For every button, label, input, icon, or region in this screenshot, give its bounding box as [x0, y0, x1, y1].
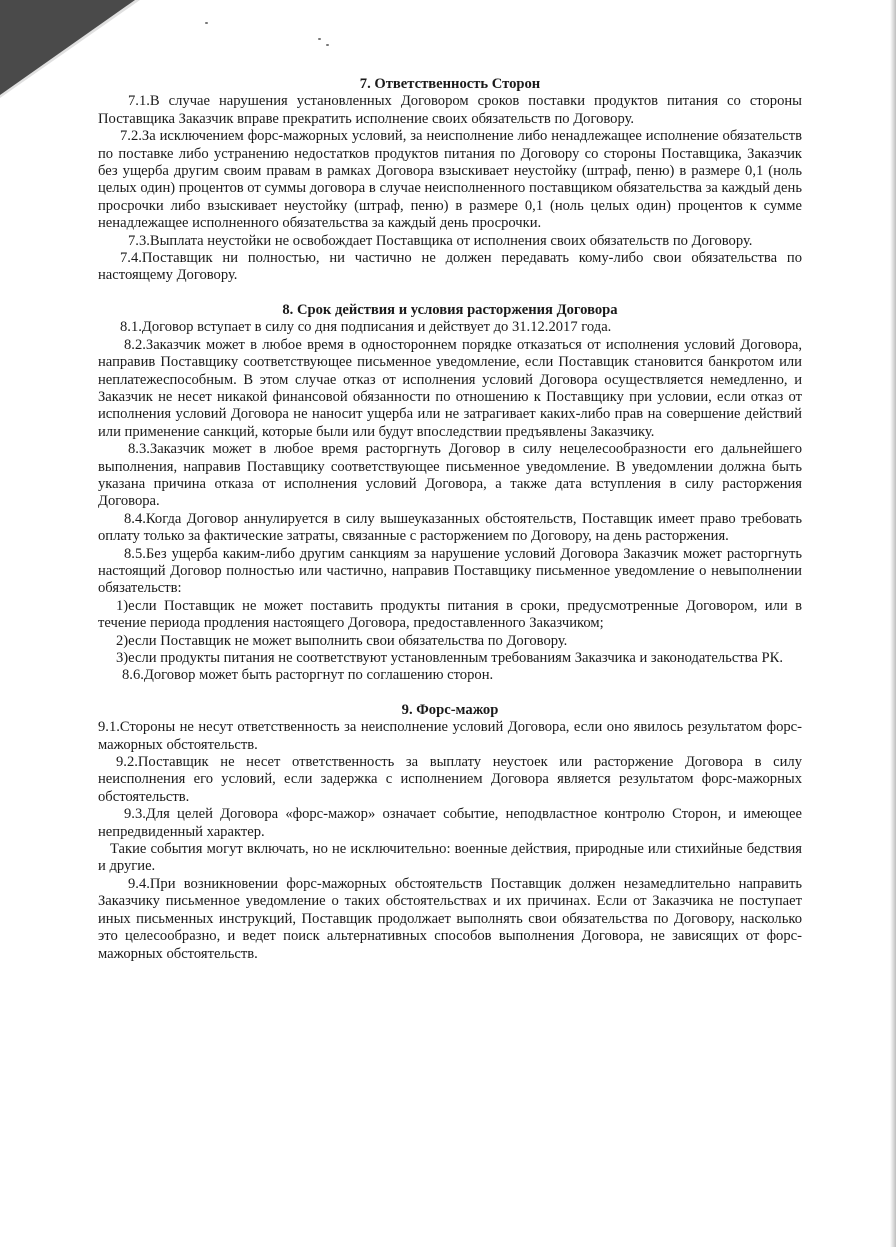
- section-title: 9. Форс-мажор: [401, 701, 499, 718]
- clause-8-4: 8.4.Когда Договор аннулируется в силу вышеуказанных обстоятельств, Поставщик имеет право требовать оплату только за фактические затраты, связанные с расторжением по Договору, на день расторжения.: [98, 510, 802, 545]
- clause-9-3: 9.3.Для целей Договора «форс-мажор» означает событие, неподвластное контролю Сторон, и имеющее непредвиденный характер.: [98, 806, 802, 840]
- clause-8-2: 8.2.Заказчик может в любое время в одностороннем порядке отказаться от исполнения условий Договора, направив Поставщику соответствующее письменное уведомление, если Поставщик становится банкротом или неплатежеспособным. В этом случае отказ от исполнения условий Договора осуществляется немедленно, и Заказчик не несет никакой финансовой обязанности по отношению к Поставщику при условии, если отказ от исполнения условий Договора не наносит ущерба или не затрагивает каких-либо прав на совершение действий или применение санкций, которые были или будут впоследствии предъявлены Заказчику.: [98, 336, 802, 440]
- clause-8-5-item-3: 3)если продукты питания не соответствуют установленным требованиям Заказчика и законодательства РК.: [116, 650, 783, 666]
- clause-8-5-item-2: 2)если Поставщик не может выполнить свои обязательства по Договору.: [116, 632, 568, 649]
- section-8: [98, 302, 802, 685]
- scan-speck: [205, 22, 208, 24]
- clause-8-6: 8.6.Договор может быть расторгнут по соглашению сторон.: [122, 667, 494, 684]
- section-9: [98, 702, 802, 963]
- clause-8-5: 8.5.Без ущерба каким-либо другим санкциям за нарушение условий Договора Заказчик может расторгнуть настоящий Договор полностью или частично, направив Поставщику письменное уведомление о невыполнении обязательств:: [98, 545, 802, 597]
- clause-8-3: 8.3.Заказчик может в любое время расторгнуть Договор в силу нецелесообразности его дальнейшего выполнения, направив Поставщику соответствующее письменное уведомление. В уведомлении должна быть указана причина отказа от исполнения условий Договора, а также дата вступления в силу расторжения Договора.: [98, 441, 802, 510]
- clause-9-2: 9.2.Поставщик не несет ответственность за выплату неустоек или расторжение Договора в силу неисполнения его условий, если задержка с исполнением Договора является результатом форс-мажорных обстоятельств.: [98, 754, 802, 805]
- clause-8-1: 8.1.Договор вступает в силу со дня подписания и действует до 31.12.2017 года.: [120, 319, 612, 336]
- section-title: 7. Ответственность Сторон: [359, 76, 541, 92]
- clause-9-3-note: Такие события могут включать, но не исключительно: военные действия, природные или стихийные бедствия и другие.: [98, 841, 802, 875]
- clause-8-5-item-1: 1)если Поставщик не может поставить продукты питания в сроки, предусмотренные Договором, или в течение периода продления настоящего Договора, предоставленного Заказчиком;: [98, 597, 802, 632]
- clause-7-2: 7.2.За исключением форс-мажорных условий, за неисполнение либо ненадлежащее исполнение обязательств по поставке либо устранению недостатков продуктов питания по Договору со стороны Поставщика, Заказчик без ущерба другим своим правам в рамках Договора взыскивает неустойку (штраф, пеню) в размере 0,1 (ноль целых один) процентов от суммы договора в случае неисполненного поставщиком обязательства за каждый день просрочки либо взыскивает неустойку (штраф, пеню) в размере 0,1 (ноль целых один) процентов к сумме ненадлежащее исполненного обязательства за каждый день просрочки.: [98, 128, 802, 232]
- clause-7-3: 7.3.Выплата неустойки не освобождает Поставщика от исполнения своих обязательств по Договору.: [128, 232, 753, 249]
- scan-speck: [326, 44, 329, 46]
- scan-speck: [318, 38, 321, 40]
- clause-7-4: 7.4.Поставщик ни полностью, ни частично не должен передавать кому-либо свои обязательства по настоящему Договору.: [98, 250, 802, 284]
- page-edge-shadow: [890, 0, 896, 1247]
- clause-9-4: 9.4.При возникновении форс-мажорных обстоятельств Поставщик должен незамедлительно направить Заказчику письменное уведомление о таких обстоятельствах и их причинах. Если от Заказчика не поступает иных письменных инструкций, Поставщик продолжает выполнять свои обязательства по Договору, насколько это целесообразно, и ведет поиск альтернативных способов выполнения Договора, не зависящих от форс-мажорных обстоятельств.: [98, 875, 802, 962]
- section-7: [98, 76, 802, 285]
- section-title: 8. Срок действия и условия расторжения Договора: [282, 301, 618, 318]
- document-body: [98, 76, 802, 963]
- clause-7-1: 7.1.В случае нарушения установленных Договором сроков поставки продуктов питания со стороны Поставщика Заказчик вправе прекратить исполнение своих обязательств по Договору.: [98, 93, 802, 127]
- clause-9-1: 9.1.Стороны не несут ответственность за неисполнение условий Договора, если оно явилось результатом форс-мажорных обстоятельств.: [98, 719, 802, 753]
